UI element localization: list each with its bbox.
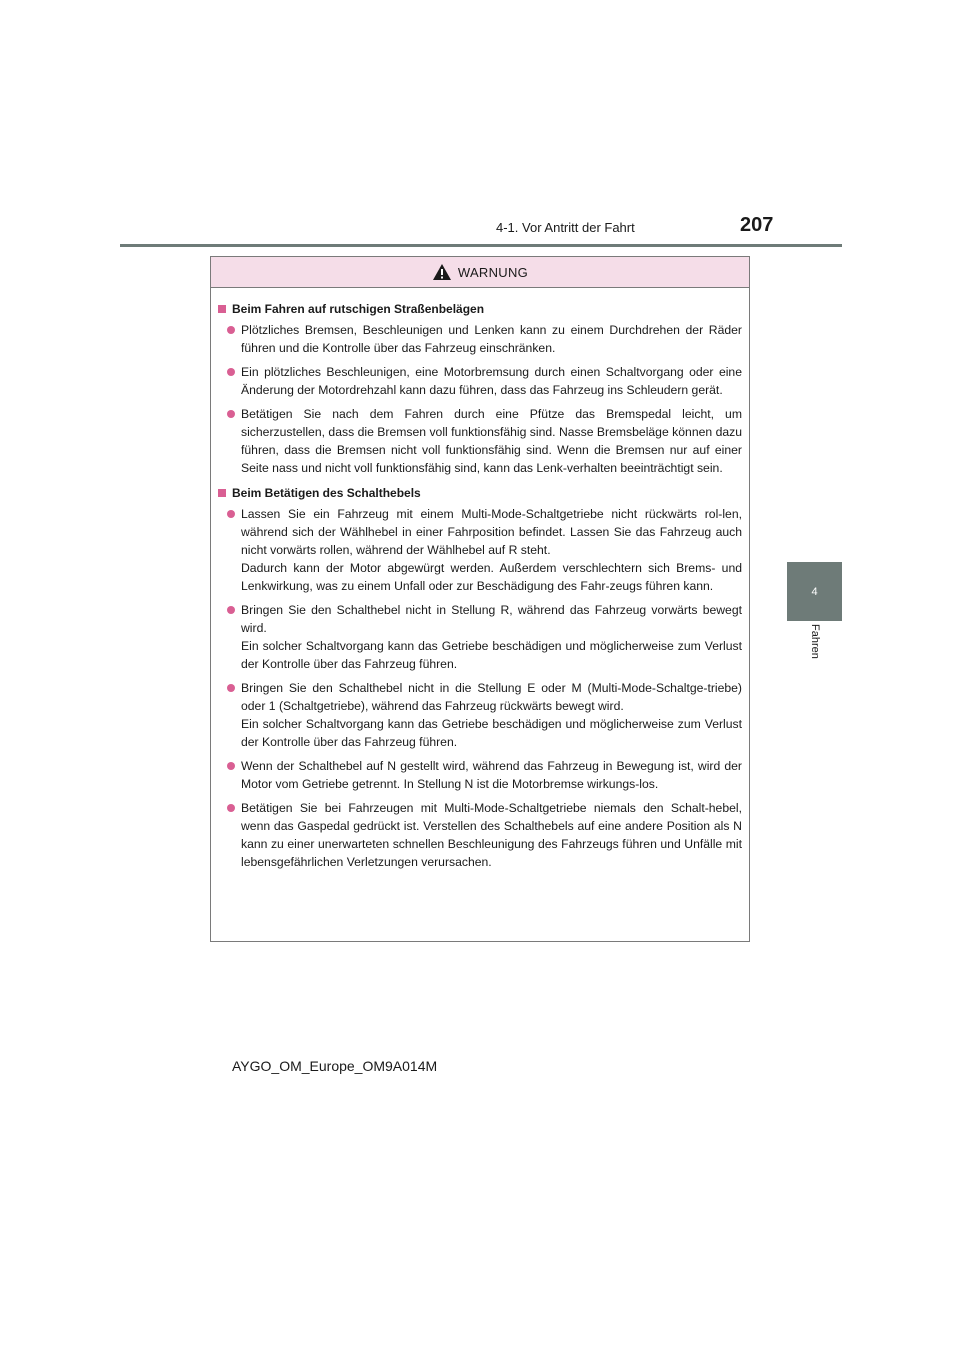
section-heading-text: Beim Betätigen des Schalthebels	[232, 486, 421, 500]
list-item-text: Betätigen Sie bei Fahrzeugen mit Multi-Mode-Schaltgetriebe niemals den Schalt-hebel, wenn das Gaspedal gedrückt ist. Verstellen des Schalthebels auf eine andere Position als N kann zu einer unerwarteten schnellen Beschleunigung des Fahrzeugs führen und Unfälle mit lebensgefährlichen Verletzungen verursachen.	[241, 801, 742, 869]
list-item	[218, 321, 742, 357]
warning-section-shift-lever	[218, 484, 742, 871]
warning-triangle-icon	[432, 263, 452, 281]
list-item-text: Lassen Sie ein Fahrzeug mit einem Multi-Mode-Schaltgetriebe nicht rückwärts rol-len, während sich der Wählhebel in einer Fahrposition befindet. Lassen Sie das Fahrzeug auch nicht vorwärts rollen, während der Wählhebel auf R steht. Dadurch kann der Motor abgewürgt werden. Außerdem verschlechtern sich Brems- und Lenkwirkung, was zu einem Unfall oder zur Beschädigung des Fahr-zeugs führen kann.	[241, 507, 742, 593]
list-item	[218, 505, 742, 595]
list-item-text: Plötzliches Bremsen, Beschleunigen und Lenken kann zu einem Durchdrehen der Räder führen und die Kontrolle über das Fahrzeug einschränken.	[241, 323, 742, 355]
warning-box	[210, 256, 750, 942]
list-item	[218, 405, 742, 477]
chapter-tab	[787, 562, 842, 621]
header-divider	[120, 244, 842, 247]
list-item	[218, 757, 742, 793]
list-item-text: Betätigen Sie nach dem Fahren durch eine Pfütze das Bremspedal leicht, um sicherzustellen, dass die Bremsen voll funktionsfähig sind. Nasse Bremsbeläge können dazu führen, dass die Bremsen nicht voll funktionsfähig sind. Wenn die Bremsen nur auf einer Seite nass und nicht voll funktionsfähig sind, kann das Lenk-verhalten beeinträchtigt sein.	[241, 407, 742, 475]
page-number: 207	[740, 214, 774, 236]
round-bullet-icon	[227, 762, 235, 770]
list-item	[218, 363, 742, 399]
warning-header	[211, 257, 749, 288]
round-bullet-icon	[227, 684, 235, 692]
list-item-text: Bringen Sie den Schalthebel nicht in die Stellung E oder M (Multi-Mode-Schaltge-triebe) oder 1 (Schaltgetriebe), während das Fahrzeug rückwärts bewegt wird. Ein solcher Schaltvorgang kann das Getriebe beschädigen und möglicherweise zum Verlust der Kontrolle über das Fahrzeug führen.	[241, 681, 742, 749]
warning-body	[211, 288, 749, 871]
list-item	[218, 679, 742, 751]
chapter-number: 4	[811, 585, 818, 598]
round-bullet-icon	[227, 510, 235, 518]
square-bullet-icon	[218, 489, 226, 497]
round-bullet-icon	[227, 326, 235, 334]
section-heading	[218, 484, 742, 502]
warning-section-slippery-roads	[218, 300, 742, 477]
chapter-label-text: Fahren	[809, 624, 821, 659]
list-item-text: Ein plötzliches Beschleunigen, eine Motorbremsung durch einen Schaltvorgang oder eine Änderung der Motordrehzahl kann dazu führen, dass das Fahrzeug ins Schleudern gerät.	[241, 365, 742, 397]
round-bullet-icon	[227, 804, 235, 812]
section-heading	[218, 300, 742, 318]
warning-title: WARNUNG	[457, 264, 529, 280]
round-bullet-icon	[227, 368, 235, 376]
chapter-side-label	[780, 624, 850, 694]
section-title: 4-1. Vor Antritt der Fahrt	[496, 220, 635, 235]
list-item-text: Wenn der Schalthebel auf N gestellt wird, während das Fahrzeug in Bewegung ist, wird der Motor vom Getriebe getrennt. In Stellung N ist die Motorbremse wirkungs-los.	[241, 759, 742, 791]
round-bullet-icon	[227, 410, 235, 418]
square-bullet-icon	[218, 305, 226, 313]
list-item	[218, 799, 742, 871]
document-code: AYGO_OM_Europe_OM9A014M	[232, 1058, 438, 1074]
list-item-text: Bringen Sie den Schalthebel nicht in Stellung R, während das Fahrzeug vorwärts bewegt wird. Ein solcher Schaltvorgang kann das Getriebe beschädigen und möglicherweise zum Verlust der Kontrolle über das Fahrzeug führen.	[241, 603, 742, 671]
round-bullet-icon	[227, 606, 235, 614]
section-heading-text: Beim Fahren auf rutschigen Straßenbelägen	[232, 302, 485, 316]
list-item	[218, 601, 742, 673]
